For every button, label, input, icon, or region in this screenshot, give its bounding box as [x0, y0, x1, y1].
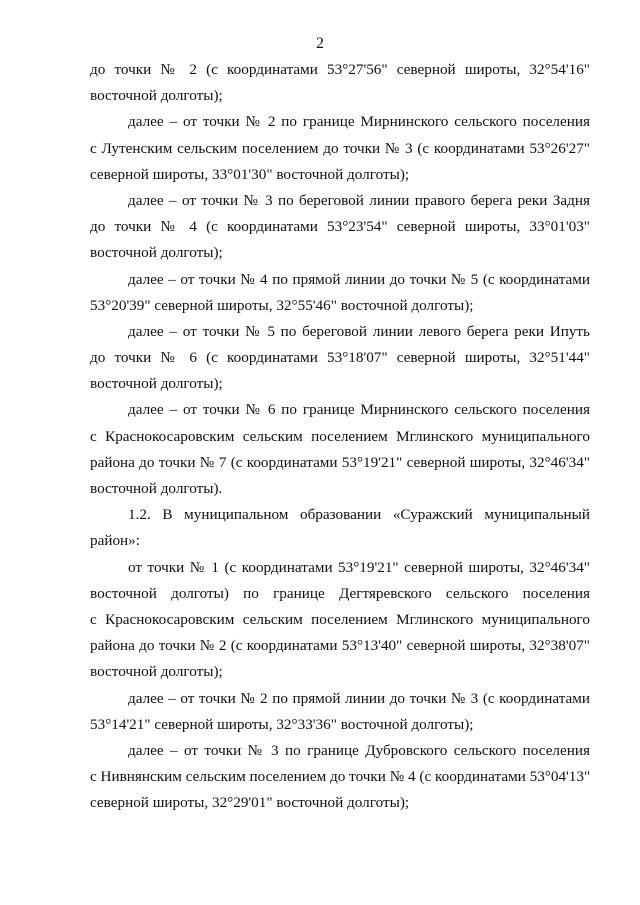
- page-number: 2: [316, 35, 324, 52]
- text-line: восточной долготы);: [90, 87, 223, 105]
- text-line: с Лутенским сельским поселением до точки № 3 (с координатами 53°26'27": [90, 139, 590, 157]
- text-line: до точки № 6 (с координатами 53°18'07" северной широты, 32°51'44": [90, 349, 590, 367]
- text-line: 53°14'21" северной широты, 32°33'36" восточной долготы);: [90, 715, 474, 733]
- text-line: района до точки № 2 (с координатами 53°13'40" северной широты, 32°38'07": [90, 637, 590, 655]
- text-line: 1.2. В муниципальном образовании «Суражский муниципальный: [128, 506, 590, 524]
- text-line: 53°20'39" северной широты, 32°55'46" восточной долготы);: [90, 296, 474, 314]
- text-line: восточной долготы);: [90, 244, 223, 262]
- text-line: далее – от точки № 2 по границе Мирнинского сельского поселения: [128, 113, 590, 131]
- paragraph: [90, 109, 590, 188]
- paragraph: [90, 57, 590, 109]
- text-line: восточной долготы);: [90, 663, 223, 681]
- text-line: до точки № 4 (с координатами 53°23'54" северной широты, 33°01'03": [90, 218, 590, 236]
- text-line: далее – от точки № 4 по прямой линии до точки № 5 (с координатами: [128, 270, 590, 288]
- text-line: восточной долготы).: [90, 480, 223, 497]
- text-line: далее – от точки № 2 по прямой линии до точки № 3 (с координатами: [128, 689, 590, 707]
- text-line: восточной долготы) по границе Дегтяревского сельского поселения: [90, 584, 590, 602]
- paragraph: [90, 686, 590, 738]
- paragraph: [90, 319, 590, 398]
- paragraph: [90, 555, 590, 686]
- text-line: района до точки № 7 (с координатами 53°19'21" северной широты, 32°46'34": [90, 453, 590, 471]
- document-body: [90, 57, 590, 816]
- text-line: с Краснокосаровским сельским поселением Мглинского муниципального: [90, 610, 590, 628]
- text-line: от точки № 1 (с координатами 53°19'21" северной широты, 32°46'34": [128, 558, 590, 576]
- paragraph: [90, 188, 590, 267]
- paragraph: [90, 397, 590, 502]
- text-line: восточной долготы);: [90, 375, 223, 393]
- paragraph: [90, 267, 590, 319]
- text-line: с Краснокосаровским сельским поселением Мглинского муниципального: [90, 427, 590, 445]
- text-line: далее – от точки № 3 по границе Дубровского сельского поселения: [128, 741, 590, 759]
- text-line: с Нивнянским сельским поселением до точки № 4 (с координатами 53°04'13": [90, 768, 591, 786]
- text-line: северной широты, 32°29'01" восточной долготы);: [90, 794, 410, 812]
- paragraph: [90, 738, 590, 817]
- section-paragraph: [90, 502, 590, 554]
- text-line: район»:: [90, 532, 140, 550]
- text-line: северной широты, 33°01'30" восточной долготы);: [90, 165, 410, 183]
- text-line: далее – от точки № 6 по границе Мирнинского сельского поселения: [128, 401, 590, 419]
- text-line: далее – от точки № 3 по береговой линии правого берега реки Задня: [128, 191, 590, 209]
- text-line: до точки № 2 (с координатами 53°27'56" северной широты, 32°54'16": [90, 61, 590, 78]
- text-line: далее – от точки № 5 по береговой линии левого берега реки Ипуть: [128, 322, 590, 340]
